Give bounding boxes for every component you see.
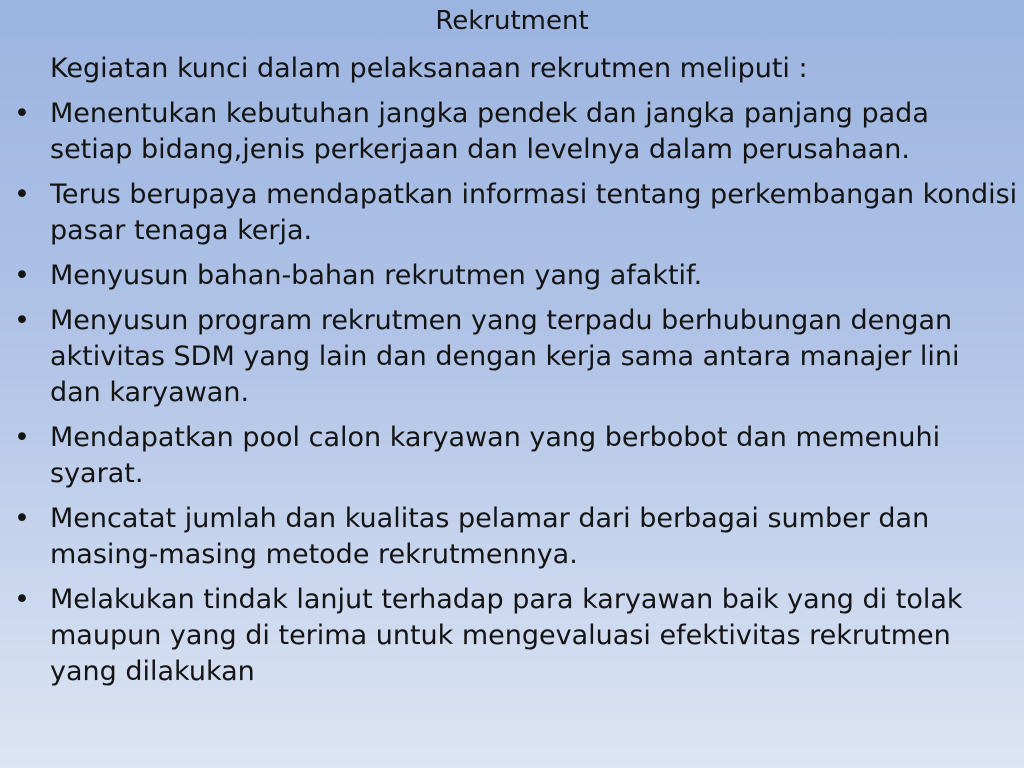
bullet-item: • Mendapatkan pool calon karyawan yang berbobot dan memenuhi syarat. (50, 420, 1018, 492)
bullet-item: • Terus berupaya mendapatkan informasi tentang perkembangan kondisi pasar tenaga kerja. (50, 177, 1018, 249)
bullet-item: • Menentukan kebutuhan jangka pendek dan jangka panjang pada setiap bidang,jenis perkerjaan dan levelnya dalam perusahaan. (50, 96, 1018, 168)
bullet-item: • Menyusun program rekrutmen yang terpadu berhubungan dengan aktivitas SDM yang lain dan dengan kerja sama antara manajer lini dan karyawan. (50, 303, 1018, 411)
slide-intro: Kegiatan kunci dalam pelaksanaan rekrutmen meliputi : (50, 53, 808, 84)
slide-title: Rekrutment (435, 6, 589, 36)
bullet-item: • Mencatat jumlah dan kualitas pelamar dari berbagai sumber dan masing-masing metode rekrutmennya. (50, 501, 1018, 573)
bullet-item: • Melakukan tindak lanjut terhadap para karyawan baik yang di tolak maupun yang di terima untuk mengevaluasi efektivitas rekrutmen yang dilakukan (50, 582, 1018, 690)
bullet-list (50, 96, 1018, 699)
bullet-item: • Menyusun bahan-bahan rekrutmen yang afaktif. (50, 258, 1018, 294)
